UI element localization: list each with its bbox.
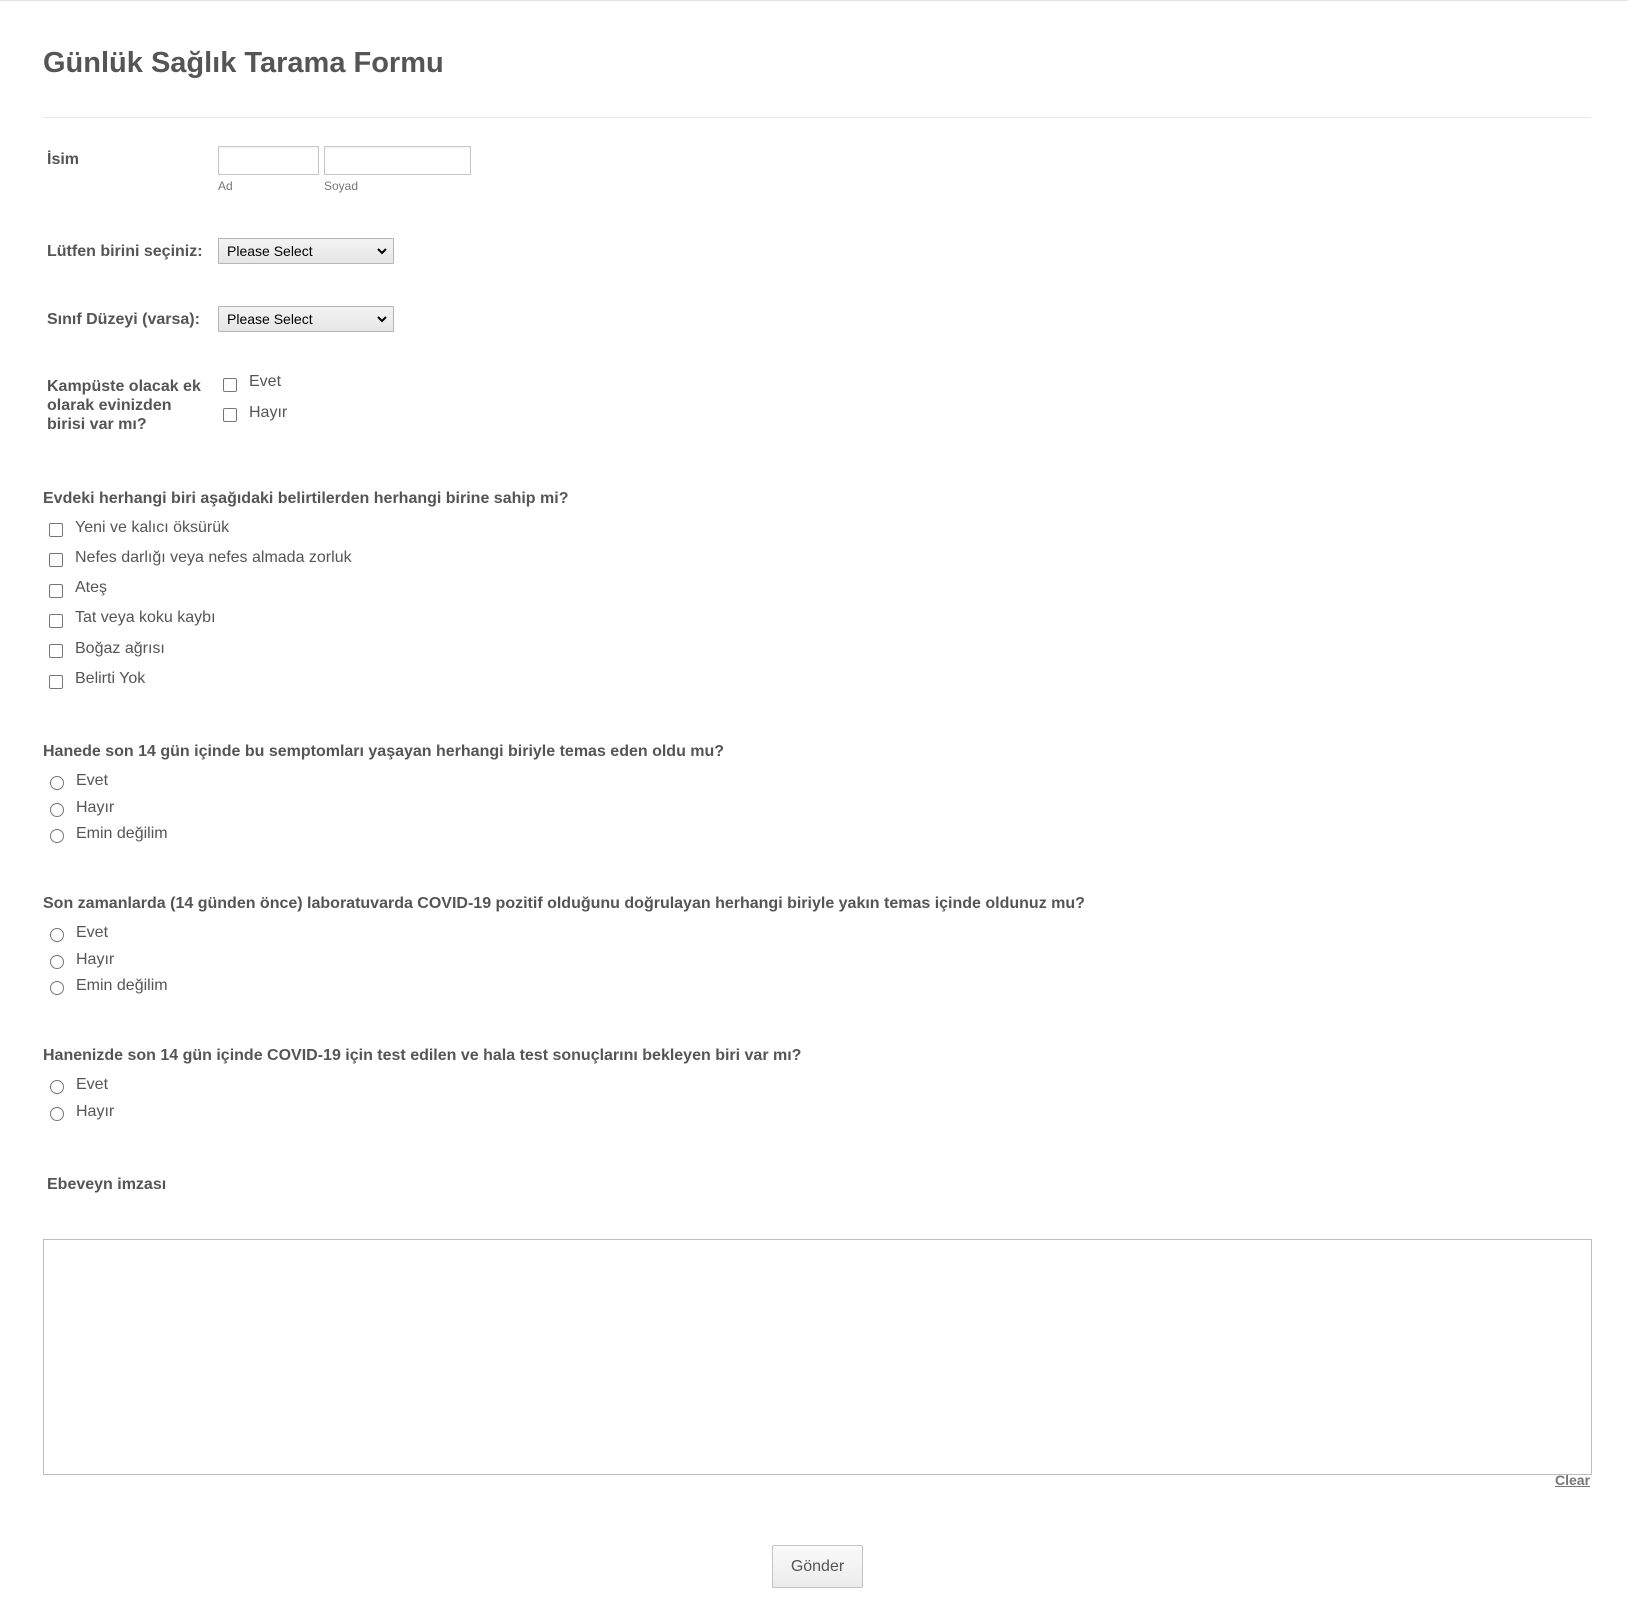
symptom-checkbox[interactable] (49, 614, 63, 628)
contact-positive-question: Son zamanlarda (14 günden önce) laboratuvarda COVID-19 pozitif olduğunu doğrulayan herhangi biriyle yakın temas içinde oldunuz mu? (43, 895, 1085, 912)
symptom-label[interactable]: Belirti Yok (75, 670, 146, 687)
household-campus-label: Kampüste olacak ek olarak evinizden birisi var mı? (47, 378, 201, 433)
symptom-checkbox[interactable] (49, 553, 63, 567)
pending-test-radio[interactable] (50, 1080, 64, 1094)
first-name-input[interactable] (218, 146, 319, 175)
symptom-checkbox[interactable] (49, 675, 63, 689)
contact-symptomatic-option-label[interactable]: Hayır (76, 799, 115, 816)
signature-label: Ebeveyn imzası (47, 1176, 167, 1193)
contact-symptomatic-option-label[interactable]: Emin değilim (76, 825, 168, 842)
role-select-label: Lütfen birini seçiniz: (47, 243, 203, 260)
symptom-checkbox[interactable] (49, 523, 63, 537)
clear-signature-link[interactable]: Clear (1555, 1472, 1591, 1488)
household-campus-yes-label[interactable]: Evet (249, 373, 282, 390)
symptoms-question: Evdeki herhangi biri aşağıdaki belirtilerden herhangi birine sahip mi? (43, 490, 569, 507)
symptom-label[interactable]: Nefes darlığı veya nefes almada zorluk (75, 549, 352, 566)
contact-positive-radio[interactable] (50, 981, 64, 995)
first-name-sublabel: Ad (218, 179, 233, 193)
chevron-down-icon (377, 315, 387, 323)
chevron-down-icon (377, 247, 387, 255)
top-border (0, 0, 1628, 1)
household-campus-yes-checkbox[interactable] (223, 378, 237, 392)
household-campus-no-label[interactable]: Hayır (249, 404, 288, 421)
pending-test-option-label[interactable]: Hayır (76, 1103, 115, 1120)
role-select-value: Please Select (227, 243, 313, 259)
contact-symptomatic-radio[interactable] (50, 803, 64, 817)
grade-select-label: Sınıf Düzeyi (varsa): (47, 311, 200, 328)
contact-symptomatic-question: Hanede son 14 gün içinde bu semptomları yaşayan herhangi biriyle temas eden oldu mu? (43, 743, 725, 760)
contact-positive-option-label[interactable]: Evet (76, 924, 109, 941)
contact-symptomatic-radio[interactable] (50, 776, 64, 790)
contact-positive-option-label[interactable]: Emin değilim (76, 977, 168, 994)
symptom-label[interactable]: Ateş (75, 579, 108, 596)
contact-positive-radio[interactable] (50, 955, 64, 969)
submit-button[interactable]: Gönder (772, 1545, 863, 1588)
grade-select-value: Please Select (227, 311, 313, 327)
grade-select[interactable] (218, 306, 394, 332)
symptom-label[interactable]: Yeni ve kalıcı öksürük (75, 519, 230, 536)
last-name-sublabel: Soyad (324, 179, 359, 193)
last-name-input[interactable] (324, 146, 471, 175)
pending-test-radio[interactable] (50, 1107, 64, 1121)
symptom-label[interactable]: Boğaz ağrısı (75, 640, 165, 657)
household-campus-no-checkbox[interactable] (223, 408, 237, 422)
role-select[interactable] (218, 238, 394, 264)
name-label: İsim (47, 151, 80, 168)
contact-symptomatic-option-label[interactable]: Evet (76, 772, 109, 789)
contact-positive-radio[interactable] (50, 928, 64, 942)
title-divider (43, 117, 1591, 118)
symptom-checkbox[interactable] (49, 644, 63, 658)
symptom-checkbox[interactable] (49, 584, 63, 598)
pending-test-question: Hanenizde son 14 gün içinde COVID-19 için test edilen ve hala test sonuçlarını bekleyen biri var mı? (43, 1047, 802, 1064)
contact-symptomatic-radio[interactable] (50, 829, 64, 843)
contact-positive-option-label[interactable]: Hayır (76, 951, 115, 968)
signature-pad[interactable] (43, 1239, 1592, 1475)
symptom-label[interactable]: Tat veya koku kaybı (75, 609, 216, 626)
pending-test-option-label[interactable]: Evet (76, 1076, 109, 1093)
form-title: Günlük Sağlık Tarama Formu (43, 47, 444, 79)
